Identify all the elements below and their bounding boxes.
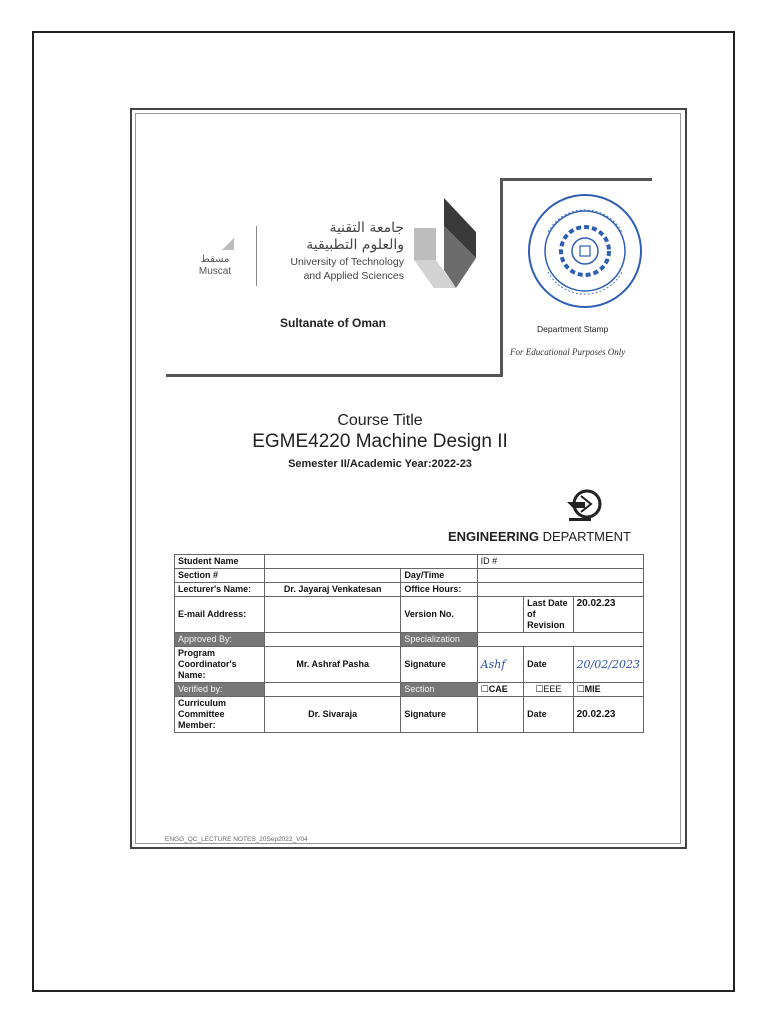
document-footer-code: ENGG_QC_LECTURE NOTES_20Sep2022_V04 [165, 836, 308, 843]
coordinator-signature-text: Ashf [480, 657, 506, 671]
table-row [175, 633, 644, 647]
header-divider-vertical [500, 180, 503, 377]
lecturer-label: Lecturer's Name: [175, 583, 265, 597]
header-divider-top [500, 178, 652, 181]
campus-mark [196, 238, 234, 278]
header-divider-bottom [166, 374, 502, 377]
table-row [175, 683, 644, 697]
cae-checkbox[interactable]: ☐CAE [477, 683, 523, 697]
student-name-field[interactable] [265, 555, 478, 569]
last-revision-label: Last Date of Revision [524, 597, 573, 633]
office-hours-label: Office Hours: [401, 583, 477, 597]
coordinator-date-label: Date [524, 647, 573, 683]
coordinator-date [573, 647, 643, 683]
version-label: Version No. [401, 597, 477, 633]
verified-by-header: Verified by: [175, 683, 265, 697]
committee-date: 20.02.23 [573, 697, 643, 733]
mie-checkbox[interactable]: ☐MIE [573, 683, 643, 697]
department-logo-icon [563, 488, 603, 529]
department-word-1: ENGINEERING [448, 529, 540, 544]
committee-signature-label: Signature [401, 697, 477, 733]
lecturer-value: Dr. Jayaraj Venkatesan [265, 583, 401, 597]
logo-separator [256, 226, 257, 286]
day-time-field[interactable] [477, 569, 643, 583]
table-row [175, 597, 644, 633]
approved-by-empty [265, 633, 401, 647]
section-field[interactable] [265, 569, 401, 583]
specialization-field[interactable] [477, 633, 643, 647]
coordinator-label: Program Coordinator's Name: [175, 647, 265, 683]
section-header: Section [401, 683, 477, 697]
educational-purposes-note: For Educational Purposes Only [510, 347, 626, 357]
table-row [175, 697, 644, 733]
table-row [175, 583, 644, 597]
campus-triangle-icon [222, 238, 234, 250]
committee-date-label: Date [524, 697, 573, 733]
day-time-label: Day/Time [401, 569, 477, 583]
committee-value: Dr. Sivaraja [265, 697, 401, 733]
university-name-english-2: and Applied Sciences [303, 270, 404, 282]
coordinator-signature-label: Signature [401, 647, 477, 683]
email-field[interactable] [265, 597, 401, 633]
student-name-label: Student Name [175, 555, 265, 569]
last-revision-value: 20.02.23 [573, 597, 643, 633]
department-word-2: DEPARTMENT [539, 529, 631, 544]
university-name-arabic-2: والعلوم التطبيقية [306, 237, 404, 253]
id-label: ID # [480, 556, 498, 566]
city-arabic: مسقط [200, 254, 230, 265]
id-field[interactable] [477, 555, 643, 569]
country-label: Sultanate of Oman [280, 316, 387, 330]
approved-by-header: Approved By: [175, 633, 265, 647]
course-info-table [174, 554, 644, 733]
university-name-arabic-1: جامعة التقنية [329, 220, 404, 236]
committee-label: Curriculum Committee Member: [175, 697, 265, 733]
table-row [175, 647, 644, 683]
course-title-label: Course Title [337, 412, 423, 429]
coordinator-date-text: 20/02/2023 [576, 657, 640, 671]
stamp-label: Department Stamp [537, 324, 609, 334]
semester-info: Semester II/Academic Year:2022-23 [288, 458, 472, 470]
email-label: E-mail Address: [175, 597, 265, 633]
department-stamp-icon [526, 192, 644, 315]
university-logo-icon [414, 198, 478, 295]
verified-by-empty [265, 683, 401, 697]
specialization-header: Specialization [401, 633, 477, 647]
university-name [268, 220, 404, 282]
city-english: Muscat [198, 266, 232, 277]
university-name-english-1: University of Technology [290, 256, 404, 268]
department-name [448, 529, 631, 544]
eee-checkbox[interactable]: ☐EEE [524, 683, 573, 697]
office-hours-field[interactable] [477, 583, 643, 597]
section-label: Section # [175, 569, 265, 583]
coordinator-signature [477, 647, 523, 683]
table-row [175, 569, 644, 583]
course-title: EGME4220 Machine Design II [252, 431, 508, 452]
version-field[interactable] [477, 597, 523, 633]
committee-signature [477, 697, 523, 733]
coordinator-value: Mr. Ashraf Pasha [265, 647, 401, 683]
table-row [175, 555, 644, 569]
